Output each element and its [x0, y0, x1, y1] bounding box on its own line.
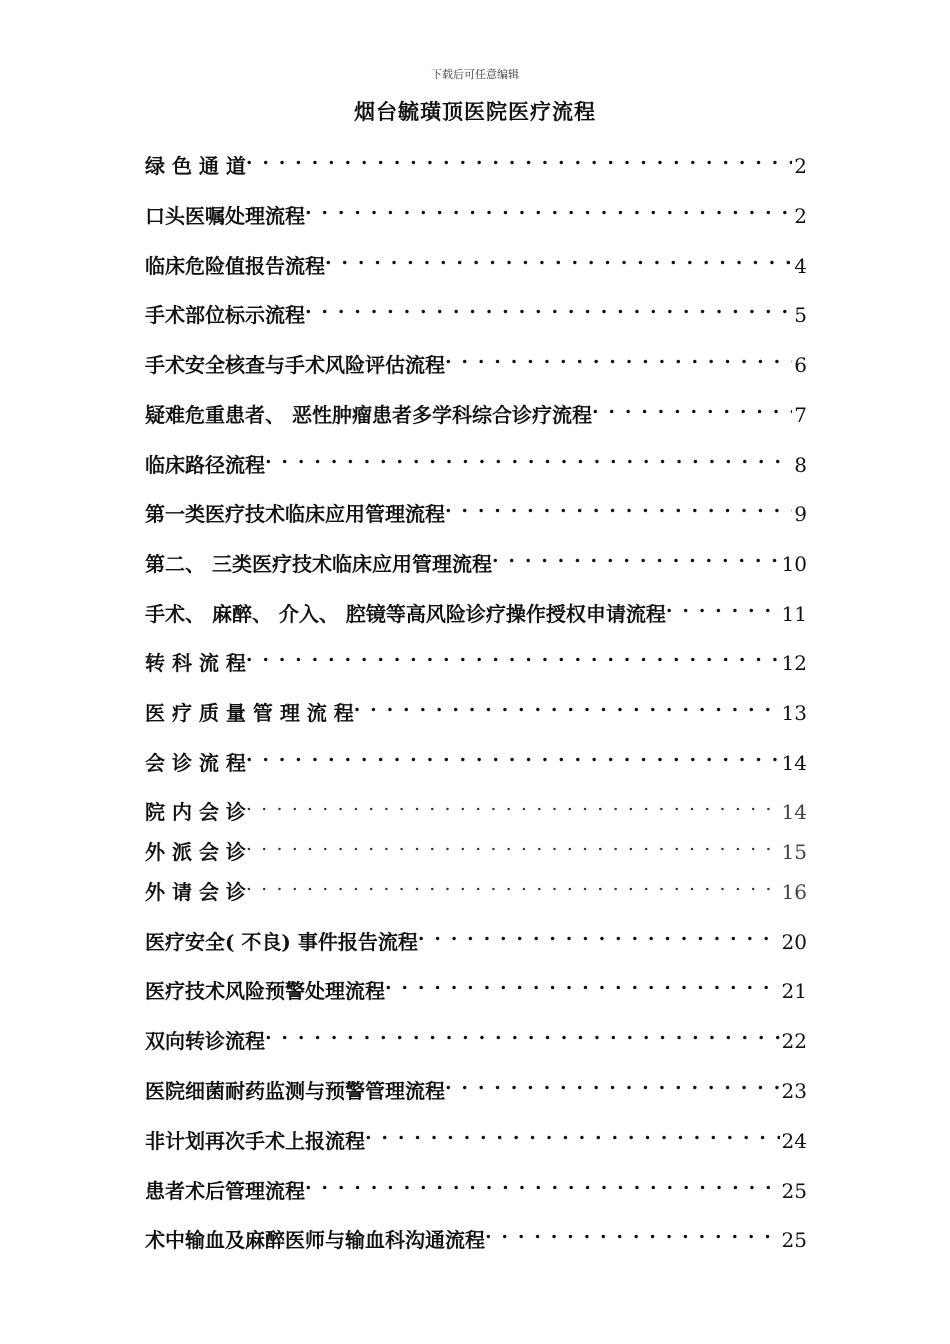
toc-entry-page: 20	[781, 930, 807, 954]
toc-leader-dots	[246, 789, 780, 819]
toc-entry-label: 手术、 麻醉、 介入、 腔镜等高风险诊疗操作授权申请流程	[145, 602, 666, 626]
toc-entry[interactable]	[145, 968, 807, 1003]
toc-leader-dots	[492, 541, 780, 571]
page-header-note: 下载后可任意编辑	[431, 68, 519, 81]
toc-entry-label: 外 派 会 诊	[145, 840, 246, 864]
toc-entry[interactable]	[145, 740, 807, 775]
toc-entry-page: 22	[781, 1029, 807, 1053]
toc-entry-page: 9	[794, 502, 807, 526]
toc-entry-label: 口头医嘱处理流程	[145, 204, 305, 228]
toc-entry[interactable]	[145, 193, 807, 228]
toc-entry-label: 手术部位标示流程	[145, 303, 305, 327]
toc-leader-dots	[305, 292, 792, 322]
toc-leader-dots	[265, 1018, 780, 1048]
toc-entry[interactable]	[145, 392, 807, 427]
toc-entry-page: 7	[794, 403, 807, 427]
toc-entry-page: 21	[781, 979, 807, 1003]
toc-entry-page: 14	[781, 800, 807, 824]
toc-entry[interactable]	[145, 1217, 807, 1252]
toc-entry-page: 5	[794, 303, 807, 327]
toc-entry[interactable]	[145, 442, 807, 477]
toc-leader-dots	[418, 919, 780, 949]
toc-entry-page: 16	[781, 880, 807, 904]
toc-entry-label: 双向转诊流程	[145, 1029, 265, 1053]
toc-leader-dots	[246, 143, 792, 173]
toc-entry-label: 第一类医疗技术临床应用管理流程	[145, 502, 445, 526]
toc-entry-page: 14	[781, 751, 807, 775]
toc-entry-page: 15	[781, 840, 807, 864]
toc-leader-dots	[325, 243, 792, 273]
toc-subentry[interactable]	[145, 789, 807, 824]
toc-entry[interactable]	[145, 591, 807, 626]
toc-entry-label: 医疗安全( 不良) 事件报告流程	[145, 930, 418, 954]
toc-entry-label: 医院细菌耐药监测与预警管理流程	[145, 1079, 445, 1103]
toc-leader-dots	[354, 690, 780, 720]
toc-entry-page: 24	[781, 1129, 807, 1153]
toc-entry-label: 院 内 会 诊	[145, 800, 246, 824]
toc-entry-label: 医 疗 质 量 管 理 流 程	[145, 701, 354, 725]
toc-entry[interactable]	[145, 491, 807, 526]
toc-entry-label: 术中输血及麻醉医师与输血科沟通流程	[145, 1228, 485, 1252]
toc-subentry[interactable]	[145, 869, 807, 904]
toc-entry-page: 10	[781, 552, 807, 576]
toc-leader-dots	[305, 193, 792, 223]
toc-leader-dots	[485, 1217, 780, 1247]
toc-entry-label: 第二、 三类医疗技术临床应用管理流程	[145, 552, 492, 576]
toc-entry-page: 23	[781, 1079, 807, 1103]
toc-leader-dots	[246, 640, 780, 670]
toc-entry-page: 25	[781, 1228, 807, 1252]
toc-entry-page: 2	[794, 204, 807, 228]
toc-entry-label: 患者术后管理流程	[145, 1179, 305, 1203]
toc-entry-label: 疑难危重患者、 恶性肿瘤患者多学科综合诊疗流程	[145, 403, 592, 427]
toc-entry[interactable]	[145, 1068, 807, 1103]
toc-entry[interactable]	[145, 1168, 807, 1203]
toc-entry-label: 非计划再次手术上报流程	[145, 1129, 365, 1153]
toc-entry-label: 转 科 流 程	[145, 651, 246, 675]
toc-entry[interactable]	[145, 143, 807, 178]
toc-entry[interactable]	[145, 1118, 807, 1153]
toc-leader-dots	[246, 740, 780, 770]
toc-entry-label: 绿 色 通 道	[145, 154, 246, 178]
toc-leader-dots	[592, 392, 792, 422]
toc-entry-label: 外 请 会 诊	[145, 880, 246, 904]
toc-entry-page: 4	[794, 254, 807, 278]
toc-entry-page: 8	[794, 453, 807, 477]
toc-entry[interactable]	[145, 243, 807, 278]
toc-entry-page: 12	[781, 651, 807, 675]
toc-entry-label: 医疗技术风险预警处理流程	[145, 979, 385, 1003]
toc-entry[interactable]	[145, 541, 807, 576]
toc-entry-page: 6	[794, 353, 807, 377]
toc-leader-dots	[265, 442, 792, 472]
toc-entry-page: 25	[781, 1179, 807, 1203]
toc-entry-label: 临床路径流程	[145, 453, 265, 477]
toc-entry-label: 临床危险值报告流程	[145, 254, 325, 278]
toc-leader-dots	[246, 829, 780, 859]
toc-entry-page: 2	[794, 154, 807, 178]
toc-leader-dots	[445, 1068, 780, 1098]
toc-entry-label: 会 诊 流 程	[145, 751, 246, 775]
toc-subentry[interactable]	[145, 829, 807, 864]
toc-entry[interactable]	[145, 919, 807, 954]
toc-entry[interactable]	[145, 1018, 807, 1053]
toc-entry[interactable]	[145, 292, 807, 327]
toc-entry-page: 13	[781, 701, 807, 725]
toc-leader-dots	[445, 342, 792, 372]
toc-leader-dots	[385, 968, 780, 998]
toc-leader-dots	[246, 869, 780, 899]
toc-entry[interactable]	[145, 640, 807, 675]
toc-entry[interactable]	[145, 690, 807, 725]
toc-entry[interactable]	[145, 342, 807, 377]
toc-leader-dots	[666, 591, 780, 621]
toc-entry-page: 11	[781, 602, 807, 626]
toc-leader-dots	[305, 1168, 780, 1198]
toc-entry-label: 手术安全核查与手术风险评估流程	[145, 353, 445, 377]
toc-leader-dots	[445, 491, 792, 521]
document-title: 烟台毓璜顶医院医疗流程	[354, 99, 596, 124]
toc-leader-dots	[365, 1118, 780, 1148]
